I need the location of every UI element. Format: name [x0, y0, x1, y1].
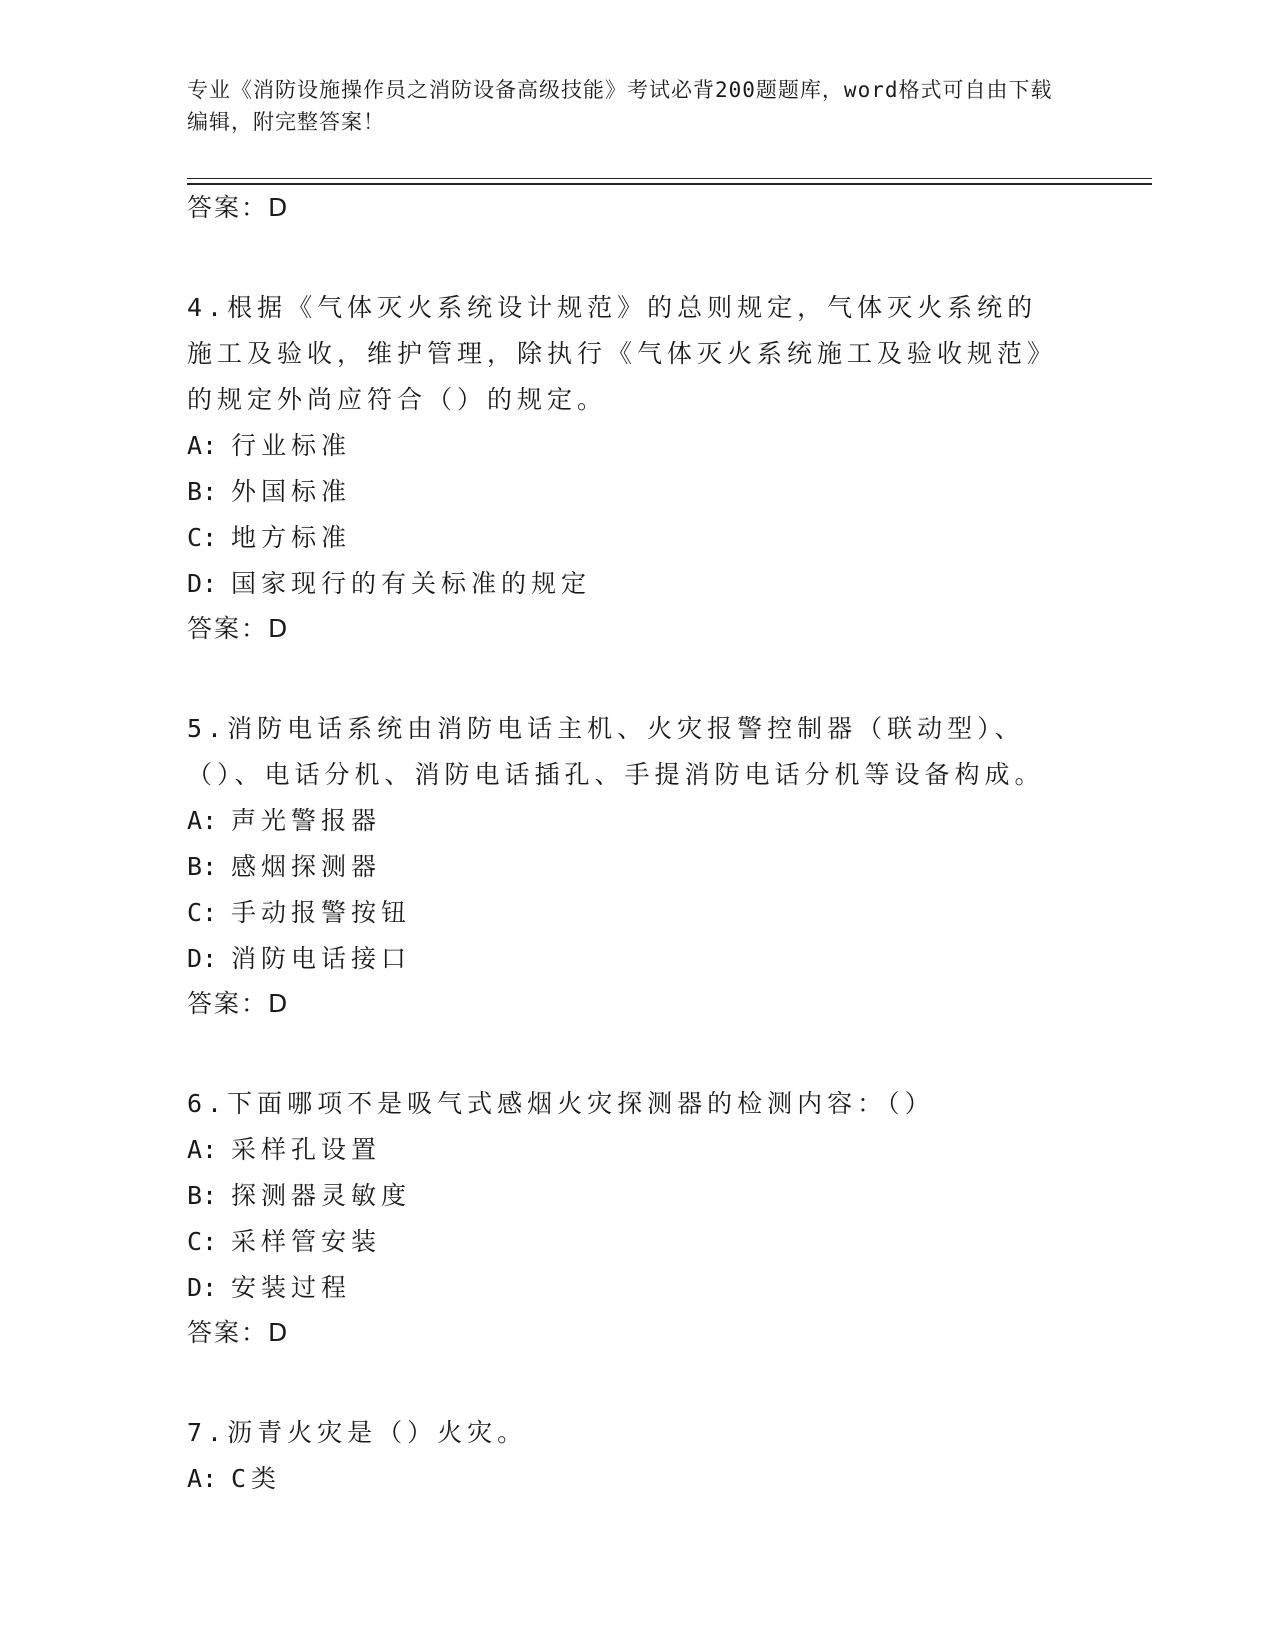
answer-line: 答案：D [187, 989, 290, 1018]
answer-line: 答案：D [187, 193, 290, 222]
option-text: 采样管安装 [231, 1227, 382, 1256]
option-text: 外国标准 [231, 477, 352, 506]
option-d [187, 561, 1067, 607]
option-key: D: [187, 1273, 218, 1302]
option-key: A: [187, 1135, 218, 1164]
option-text: 地方标准 [231, 523, 352, 552]
header-rule-thin [187, 178, 1152, 179]
option-key: D: [187, 944, 218, 973]
option-a [187, 798, 1067, 844]
option-text: 手动报警按钮 [231, 898, 412, 927]
option-text: 安装过程 [231, 1273, 352, 1302]
answer-line: 答案：D [187, 614, 290, 643]
option-text: 行业标准 [231, 431, 352, 460]
option-text: 探测器灵敏度 [231, 1181, 412, 1210]
question-list [187, 186, 1067, 1502]
option-c [187, 890, 1067, 936]
question-stem: 7.沥青火灾是（）火灾。 [187, 1418, 528, 1447]
option-key: A: [187, 806, 218, 835]
option-key: C: [187, 523, 218, 552]
option-key: A: [187, 431, 218, 460]
answer-line: 答案：D [187, 1318, 290, 1347]
option-key: A: [187, 1464, 218, 1493]
option-b [187, 844, 1067, 890]
option-c [187, 515, 1067, 561]
question-stem: 4.根据《气体灭火系统设计规范》的总则规定，气体灭火系统的施工及验收，维护管理，除执行《气体灭火系统施工及验收规范》的规定外尚应符合（）的规定。 [187, 293, 1058, 414]
option-key: B: [187, 1181, 218, 1210]
question-item [187, 706, 1067, 1026]
option-a [187, 1127, 1067, 1173]
option-key: D: [187, 569, 218, 598]
document-intro: 专业《消防设施操作员之消防设备高级技能》考试必背200题题库，word格式可自由下载编辑，附完整答案！ [187, 78, 1053, 134]
option-key: B: [187, 852, 218, 881]
option-a [187, 1456, 1067, 1502]
option-text: 国家现行的有关标准的规定 [231, 569, 592, 598]
question-item [187, 285, 1067, 651]
option-c [187, 1219, 1067, 1265]
option-text: 感烟探测器 [231, 852, 382, 881]
option-text: 消防电话接口 [231, 944, 412, 973]
question-stem: 5.消防电话系统由消防电话主机、火灾报警控制器（联动型）、（）、电话分机、消防电话插孔、手提消防电话分机等设备构成。 [187, 714, 1045, 789]
option-b [187, 1173, 1067, 1219]
option-key: C: [187, 1227, 218, 1256]
option-text: 采样孔设置 [231, 1135, 382, 1164]
question-item [187, 1410, 1067, 1502]
option-d [187, 936, 1067, 982]
option-a [187, 423, 1067, 469]
option-key: B: [187, 477, 218, 506]
header-rule-thick [187, 183, 1152, 185]
option-d [187, 1265, 1067, 1311]
option-text: C类 [231, 1464, 282, 1493]
option-text: 声光警报器 [231, 806, 382, 835]
option-key: C: [187, 898, 218, 927]
question-stem: 6.下面哪项不是吸气式感烟火灾探测器的检测内容：（） [187, 1089, 935, 1118]
question-item [187, 1081, 1067, 1355]
option-b [187, 469, 1067, 515]
